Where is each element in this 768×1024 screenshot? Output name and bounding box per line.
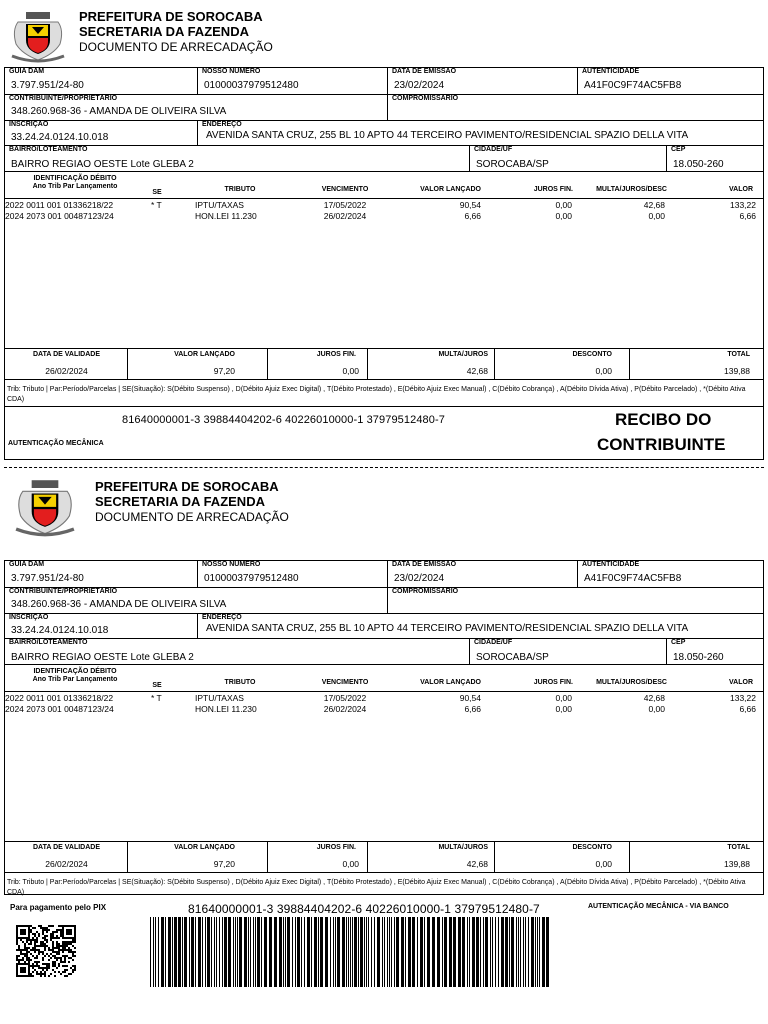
totals-validade-value: 26/02/2024 — [45, 366, 88, 376]
totals-validade — [5, 842, 128, 873]
autenticacao-mecanica-banco-label: AUTENTICAÇÃO MECÂNICA - VIA BANCO — [588, 903, 729, 910]
row-valor: 6,66 — [739, 211, 756, 221]
autenticidade-label: AUTENTICIDADE — [582, 561, 640, 568]
row-valor-lancado: 90,54 — [459, 693, 481, 703]
table-row — [5, 211, 764, 222]
row-valor-lancado: 6,66 — [464, 704, 481, 714]
legend-note: Trib: Tributo | Par:Período/Parcelas | SE(Situação): S(Débito Suspenso) , D(Débito Ajuiz Exec Digital) , T(Débito Protestado) , E(Débito Ajuiz Exec Manual) , C(Débito Cobrança) , A(Débito Dívida Ativa) , P(Débito Parcelado) , *(Débito Ativa CDA) — [7, 879, 746, 896]
row-juros: 0,00 — [555, 200, 572, 210]
row-se: * T — [151, 200, 162, 210]
col-valor: VALOR — [729, 679, 753, 686]
col-vencimento: VENCIMENTO — [321, 679, 369, 686]
inscricao-cell — [5, 121, 198, 146]
totals-valor-lancado — [128, 349, 268, 380]
totals-multa-value: 42,68 — [466, 859, 488, 869]
nosso-numero-cell — [198, 561, 388, 588]
bairro-cell — [5, 639, 470, 665]
data-emissao-label: DATA DE EMISSÃO — [392, 561, 457, 568]
inscricao-value: 33.24.24.0124.10.018 — [11, 625, 109, 636]
col-valor-lancado: VALOR LANÇADO — [420, 186, 481, 193]
guia-dam-label: GUIA DAM — [9, 68, 45, 75]
totals-juros-value: 0,00 — [342, 859, 359, 869]
header-doc-type: DOCUMENTO DE ARRECADAÇÃO — [95, 510, 289, 524]
data-emissao-cell — [388, 561, 578, 588]
totals-desconto-value: 0,00 — [595, 859, 612, 869]
totals-desconto — [495, 349, 630, 380]
row-multa: 42,68 — [643, 200, 665, 210]
totals-desconto-value: 0,00 — [595, 366, 612, 376]
cep-value: 18.050-260 — [673, 652, 724, 663]
row-multa: 42,68 — [643, 693, 665, 703]
debit-table-body — [5, 692, 764, 842]
row-vencimento: 26/02/2024 — [323, 211, 367, 221]
header-title: PREFEITURA DE SOROCABA — [95, 479, 279, 494]
cidade-label: CIDADE/UF — [474, 146, 513, 153]
cep-value: 18.050-260 — [673, 159, 724, 170]
nosso-numero-value: 01000037979512480 — [204, 573, 299, 584]
contribuinte-value: 348.260.968-36 - AMANDA DE OLIVEIRA SILVA — [11, 599, 227, 610]
endereco-value: AVENIDA SANTA CRUZ, 255 BL 10 APTO 44 TERCEIRO PAVIMENTO/RESIDENCIAL SPAZIO DELLA VITA — [206, 623, 689, 634]
debit-table-header — [5, 665, 764, 692]
inscricao-label: INSCRIÇÃO — [9, 121, 49, 128]
contribuinte-value: 348.260.968-36 - AMANDA DE OLIVEIRA SILVA — [11, 106, 227, 117]
autenticidade-value: A41F0C9F74AC5FB8 — [584, 573, 682, 584]
recibo-title-1: RECIBO DO — [615, 410, 712, 429]
endereco-value: AVENIDA SANTA CRUZ, 255 BL 10 APTO 44 TERCEIRO PAVIMENTO/RESIDENCIAL SPAZIO DELLA VITA — [206, 130, 689, 141]
row-valor: 133,22 — [730, 693, 756, 703]
document-form — [4, 67, 764, 460]
bairro-value: BAIRRO REGIAO OESTE Lote GLEBA 2 — [11, 652, 194, 663]
header-title: PREFEITURA DE SOROCABA — [79, 9, 263, 24]
col-multa: MULTA/JUROS/DESC — [596, 679, 667, 686]
data-emissao-value: 23/02/2024 — [394, 573, 445, 584]
cidade-cell — [470, 639, 667, 665]
compromissario-cell — [388, 588, 764, 614]
cidade-label: CIDADE/UF — [474, 639, 513, 646]
header-subtitle: SECRETARIA DA FAZENDA — [95, 494, 265, 509]
row-valor-lancado: 6,66 — [464, 211, 481, 221]
debit-table-body — [5, 199, 764, 349]
pix-qr-code — [16, 925, 76, 977]
col-vencimento: VENCIMENTO — [321, 186, 369, 193]
row-tributo: IPTU/TAXAS — [195, 693, 244, 703]
header-doc-type: DOCUMENTO DE ARRECADAÇÃO — [79, 40, 273, 54]
cidade-cell — [470, 146, 667, 172]
inscricao-label: INSCRIÇÃO — [9, 614, 49, 621]
row-ident: 2022 0011 001 01336218/22 — [5, 200, 114, 210]
col-tributo: TRIBUTO — [224, 679, 256, 686]
cep-label: CEP — [671, 146, 686, 153]
col-se: SE — [152, 189, 162, 196]
cep-label: CEP — [671, 639, 686, 646]
col-juros: JUROS FIN. — [533, 679, 573, 686]
contribuinte-label: CONTRIBUINTE/PROPRIETÁRIO — [9, 95, 118, 102]
nosso-numero-label: NOSSO NÚMERO — [202, 68, 261, 75]
autenticidade-cell — [578, 68, 764, 95]
col-juros: JUROS FIN. — [533, 186, 573, 193]
compromissario-label: COMPROMISSÁRIO — [392, 95, 459, 102]
endereco-cell — [198, 121, 764, 146]
digitable-line: 81640000001-3 39884404202-6 40226010000-1 37979512480-7 — [122, 414, 445, 426]
contribuinte-cell — [5, 95, 388, 121]
nosso-numero-value: 01000037979512480 — [204, 80, 299, 91]
barcode — [150, 917, 550, 987]
row-tributo: HON.LEI 11.230 — [195, 704, 257, 714]
table-row — [5, 704, 764, 715]
cep-cell — [667, 639, 764, 665]
row-ident: 2024 2073 001 00487123/24 — [5, 211, 114, 221]
legend-note: Trib: Tributo | Par:Período/Parcelas | SE(Situação): S(Débito Suspenso) , D(Débito Ajuiz Exec Digital) , T(Débito Protestado) , E(Débito Ajuiz Exec Manual) , C(Débito Cobrança) , A(Débito Dívida Ativa) , P(Débito Parcelado) , *(Débito Ativa CDA) — [7, 386, 746, 403]
header-subtitle: SECRETARIA DA FAZENDA — [79, 24, 249, 39]
data-emissao-cell — [388, 68, 578, 95]
row-juros: 0,00 — [555, 211, 572, 221]
row-ident: 2024 2073 001 00487123/24 — [5, 704, 114, 714]
compromissario-label: COMPROMISSÁRIO — [392, 588, 459, 595]
col-ident-sub: Ano Trib Par Lançamento — [32, 676, 118, 683]
totals-valor-lancado — [128, 842, 268, 873]
row-tributo: IPTU/TAXAS — [195, 200, 244, 210]
guia-dam-cell — [5, 68, 198, 95]
col-valor-lancado: VALOR LANÇADO — [420, 679, 481, 686]
cut-line — [4, 467, 764, 468]
contribuinte-label: CONTRIBUINTE/PROPRIETÁRIO — [9, 588, 118, 595]
col-tributo: TRIBUTO — [224, 186, 256, 193]
totals-juros-value: 0,00 — [342, 366, 359, 376]
totals-valor-lancado-label: VALOR LANÇADO — [174, 351, 235, 358]
totals-total-label: TOTAL — [727, 844, 750, 851]
data-emissao-label: DATA DE EMISSÃO — [392, 68, 457, 75]
coat-of-arms-logo — [10, 478, 80, 538]
bairro-value: BAIRRO REGIAO OESTE Lote GLEBA 2 — [11, 159, 194, 170]
totals-desconto-label: DESCONTO — [572, 844, 612, 851]
row-vencimento: 17/05/2022 — [323, 693, 367, 703]
row-juros: 0,00 — [555, 693, 572, 703]
cep-cell — [667, 146, 764, 172]
totals-juros-label: JUROS FIN. — [316, 351, 356, 358]
bairro-label: BAIRRO/LOTEAMENTO — [9, 146, 88, 153]
guia-dam-value: 3.797.951/24-80 — [11, 80, 84, 91]
digitable-line: 81640000001-3 39884404202-6 40226010000-1 37979512480-7 — [188, 902, 540, 916]
row-ident: 2022 0011 001 01336218/22 — [5, 693, 114, 703]
totals-multa — [368, 842, 495, 873]
totals-row — [5, 349, 764, 380]
table-row — [5, 693, 764, 704]
document-form — [4, 560, 764, 895]
endereco-cell — [198, 614, 764, 639]
totals-multa-label: MULTA/JUROS — [438, 844, 488, 851]
row-juros: 0,00 — [555, 704, 572, 714]
totals-total — [630, 842, 764, 873]
col-ident: IDENTIFICAÇÃO DÉBITO — [33, 175, 117, 182]
col-se: SE — [152, 682, 162, 689]
totals-juros — [268, 349, 368, 380]
totals-juros-label: JUROS FIN. — [316, 844, 356, 851]
cidade-value: SOROCABA/SP — [476, 159, 549, 170]
totals-multa-value: 42,68 — [466, 366, 488, 376]
col-multa: MULTA/JUROS/DESC — [596, 186, 667, 193]
row-se: * T — [151, 693, 162, 703]
col-valor: VALOR — [729, 186, 753, 193]
autenticacao-mecanica-label: AUTENTICAÇÃO MECÂNICA — [8, 440, 104, 447]
row-vencimento: 17/05/2022 — [323, 200, 367, 210]
inscricao-value: 33.24.24.0124.10.018 — [11, 132, 109, 143]
contribuinte-cell — [5, 588, 388, 614]
nosso-numero-cell — [198, 68, 388, 95]
guia-dam-label: GUIA DAM — [9, 561, 45, 568]
recibo-title-2: CONTRIBUINTE — [597, 435, 726, 454]
totals-valor-lancado-value: 97,20 — [213, 366, 235, 376]
data-emissao-value: 23/02/2024 — [394, 80, 445, 91]
compromissario-cell — [388, 95, 764, 121]
totals-multa — [368, 349, 495, 380]
inscricao-cell — [5, 614, 198, 639]
totals-validade-value: 26/02/2024 — [45, 859, 88, 869]
row-tributo: HON.LEI 11.230 — [195, 211, 257, 221]
cidade-value: SOROCABA/SP — [476, 652, 549, 663]
nosso-numero-label: NOSSO NÚMERO — [202, 561, 261, 568]
totals-validade-label: DATA DE VALIDADE — [32, 844, 101, 851]
col-ident: IDENTIFICAÇÃO DÉBITO — [33, 668, 117, 675]
autenticidade-value: A41F0C9F74AC5FB8 — [584, 80, 682, 91]
row-vencimento: 26/02/2024 — [323, 704, 367, 714]
endereco-label: ENDEREÇO — [202, 614, 242, 621]
totals-total-label: TOTAL — [727, 351, 750, 358]
bairro-label: BAIRRO/LOTEAMENTO — [9, 639, 88, 646]
table-row — [5, 200, 764, 211]
row-multa: 0,00 — [648, 704, 665, 714]
col-ident-sub: Ano Trib Par Lançamento — [32, 183, 118, 190]
row-valor-lancado: 90,54 — [459, 200, 481, 210]
totals-total-value: 139,88 — [724, 366, 750, 376]
totals-total — [630, 349, 764, 380]
totals-validade — [5, 349, 128, 380]
totals-multa-label: MULTA/JUROS — [438, 351, 488, 358]
autenticidade-label: AUTENTICIDADE — [582, 68, 640, 75]
totals-validade-label: DATA DE VALIDADE — [32, 351, 101, 358]
totals-row — [5, 842, 764, 873]
totals-total-value: 139,88 — [724, 859, 750, 869]
guia-dam-value: 3.797.951/24-80 — [11, 573, 84, 584]
autenticidade-cell — [578, 561, 764, 588]
endereco-label: ENDEREÇO — [202, 121, 242, 128]
totals-valor-lancado-label: VALOR LANÇADO — [174, 844, 235, 851]
totals-valor-lancado-value: 97,20 — [213, 859, 235, 869]
pix-label: Para pagamento pelo PIX — [10, 903, 107, 912]
totals-desconto-label: DESCONTO — [572, 351, 612, 358]
bairro-cell — [5, 146, 470, 172]
totals-juros — [268, 842, 368, 873]
row-valor: 6,66 — [739, 704, 756, 714]
guia-dam-cell — [5, 561, 198, 588]
totals-desconto — [495, 842, 630, 873]
debit-table-header — [5, 172, 764, 199]
coat-of-arms-logo — [8, 10, 68, 64]
row-multa: 0,00 — [648, 211, 665, 221]
row-valor: 133,22 — [730, 200, 756, 210]
